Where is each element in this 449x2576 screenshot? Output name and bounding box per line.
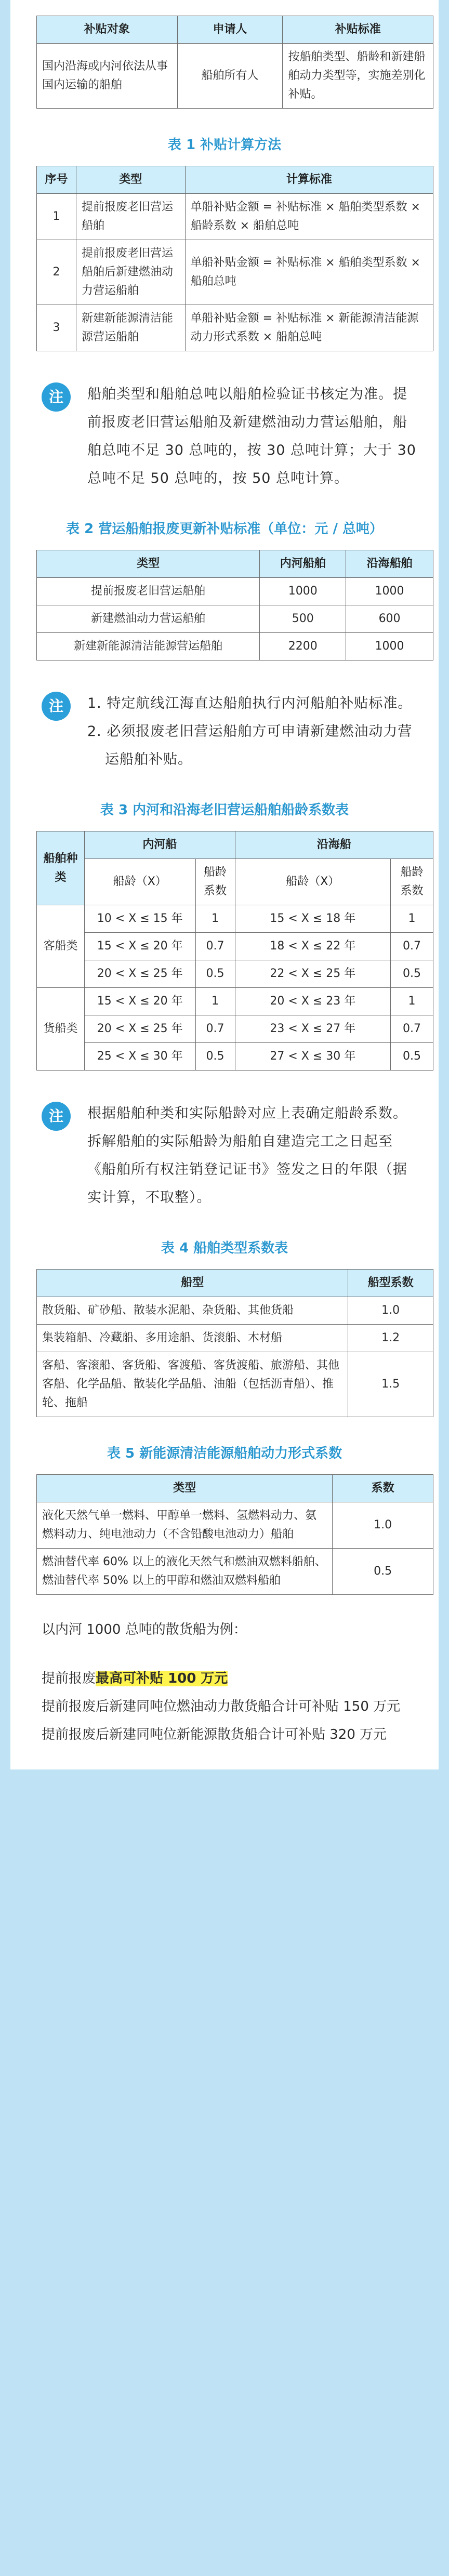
table-cell: 23 < X ≤ 27 年 [235,1015,391,1043]
note-icon: 注 [42,382,71,412]
table-cell: 提前报废老旧营运船舶 [76,194,185,240]
table-cell: 船舶所有人 [177,44,283,109]
table-cell: 0.5 [195,1043,235,1071]
table-cell: 国内沿海或内河依法从事国内运输的船舶 [37,44,178,109]
header-cell: 船龄（X） [235,859,391,905]
table-row [37,633,433,660]
table-cell: 500 [260,605,346,633]
example-section [10,1616,439,1749]
header-cell: 船龄（X） [84,859,195,905]
header-cell: 补贴标准 [283,16,433,44]
table3-title: 表 3 内河和沿海老旧营运船舶船龄系数表 [100,802,349,818]
header-cell: 类型 [37,1475,333,1502]
table-cell: 22 < X ≤ 25 年 [235,960,391,988]
table-cell: 单船补贴金额 = 补贴标准 × 新能源清洁能源动力形式系数 × 船舶总吨 [185,305,433,351]
table-row [37,605,433,633]
table-cell: 液化天然气单一燃料、甲醇单一燃料、氢燃料动力、氨燃料动力、纯电池动力（不含铅酸电池动力）船舶 [37,1502,333,1549]
table-cell: 新建燃油动力营运船舶 [37,605,260,633]
table-cell: 1000 [346,633,433,660]
table-cell: 单船补贴金额 = 补贴标准 × 船舶类型系数 × 船龄系数 × 船舶总吨 [185,194,433,240]
note-paragraph: 根据船舶种类和实际船龄对应上表确定船龄系数。拆解船舶的实际船龄为船舶自建造完工之日起至《船舶所有权注销登记证书》签发之日的年限（据实计算，不取整）。 [87,1105,407,1206]
table-cell: 1.0 [333,1502,433,1549]
table-cell: 10 < X ≤ 15 年 [84,905,195,933]
example-line-1 [42,1665,407,1693]
table-cell: 客船、客滚船、客货船、客渡船、客货渡船、旅游船、其他客船、化学品船、散装化学品船、油船（包括沥青船）、推轮、拖船 [37,1352,348,1417]
example-intro: 以内河 1000 总吨的散货船为例： [42,1622,247,1637]
table-row [37,988,433,1015]
header-cell: 申请人 [177,16,283,44]
header-cell: 船型系数 [348,1270,433,1297]
table-header-row [37,550,433,578]
table1-title: 表 1 补贴计算方法 [167,137,282,153]
header-cell: 沿海船 [235,831,433,859]
table-row [37,1549,433,1595]
table-cell: 1 [37,194,76,240]
header-cell: 类型 [37,550,260,578]
subsidy-overview-section [10,16,439,109]
header-cell: 计算标准 [185,166,433,194]
header-cell: 沿海船舶 [346,550,433,578]
table-row [37,1502,433,1549]
table-cell: 2200 [260,633,346,660]
table-cell: 3 [37,305,76,351]
note-2 [10,690,439,774]
note-text [87,690,418,774]
table-cell: 25 < X ≤ 30 年 [84,1043,195,1071]
table-cell: 提前报废老旧营运船舶 [37,578,260,605]
table-header-row [37,859,433,905]
table2-title: 表 2 营运船舶报废更新补贴标准（单位：元 / 总吨） [66,521,383,537]
table-row [37,905,433,933]
table-cell: 按船舶类型、船龄和新建船舶动力类型等，实施差别化补贴。 [283,44,433,109]
table-cell: 单船补贴金额 = 补贴标准 × 船舶类型系数 × 船舶总吨 [185,240,433,305]
table-cell: 27 < X ≤ 30 年 [235,1043,391,1071]
table3 [36,831,433,1071]
table-cell: 20 < X ≤ 25 年 [84,1015,195,1043]
table-cell: 客船类 [37,905,85,988]
table-cell: 600 [346,605,433,633]
table3-section [10,831,439,1071]
table-cell: 1000 [346,578,433,605]
table-cell: 20 < X ≤ 23 年 [235,988,391,1015]
table-cell: 1.0 [348,1297,433,1325]
table-cell: 15 < X ≤ 20 年 [84,988,195,1015]
table-header-row [37,831,433,859]
content-card [10,0,439,1769]
note-text [87,380,418,493]
table-cell: 0.7 [391,933,433,960]
table-header-row [37,16,433,44]
table4-section [10,1269,439,1417]
table-row [37,240,433,305]
table-cell: 新建新能源清洁能源营运船舶 [37,633,260,660]
note-paragraph: 船舶类型和船舶总吨以船舶检验证书核定为准。提前报废老旧营运船舶及新建燃油动力营运船舶，船舶总吨不足 30 总吨的，按 30 总吨计算；大于 30 总吨不足 50 总吨的，按 50 总吨计算。 [87,386,416,486]
table5-title: 表 5 新能源清洁能源船舶动力形式系数 [107,1446,342,1461]
note-icon: 注 [42,1102,71,1131]
note-item: 2. 必须报废老旧营运船舶方可申请新建燃油动力营运船舶补贴。 [87,723,413,768]
table-cell: 1 [391,905,433,933]
table4 [36,1269,433,1417]
table-row [37,1015,433,1043]
header-cell: 序号 [37,166,76,194]
table-cell: 0.5 [195,960,235,988]
table-header-row [37,1475,433,1502]
highlighted-amount: 最高可补贴 100 万元 [96,1671,228,1686]
table1-section [10,166,439,351]
note-item: 1. 特定航线江海直达船舶执行内河船舶补贴标准。 [87,695,413,711]
table-cell: 提前报废老旧营运船舶后新建燃油动力营运船舶 [76,240,185,305]
header-cell: 类型 [76,166,185,194]
table-cell: 20 < X ≤ 25 年 [84,960,195,988]
table5 [36,1474,433,1595]
table-header-row [37,166,433,194]
table1 [36,166,433,351]
table-cell: 0.7 [195,933,235,960]
note-1 [10,380,439,493]
header-cell: 船龄系数 [391,859,433,905]
table4-title: 表 4 船舶类型系数表 [161,1240,288,1256]
example-line-3: 提前报废后新建同吨位新能源散货船合计可补贴 320 万元 [42,1727,387,1742]
note-icon: 注 [42,692,71,721]
table-cell: 0.7 [391,1015,433,1043]
table-cell: 0.5 [391,960,433,988]
example-line-1-prefix: 提前报废 [42,1671,96,1686]
table-row [37,1043,433,1071]
table-cell: 新建新能源清洁能源营运船舶 [76,305,185,351]
header-cell: 船型 [37,1270,348,1297]
table-row [37,960,433,988]
table-cell: 集装箱船、冷藏船、多用途船、货滚船、木材船 [37,1325,348,1352]
header-cell: 补贴对象 [37,16,178,44]
table-row [37,578,433,605]
table-cell: 15 < X ≤ 20 年 [84,933,195,960]
example-line-2: 提前报废后新建同吨位燃油动力散货船合计可补贴 150 万元 [42,1699,401,1714]
table-cell: 1.2 [348,1325,433,1352]
header-cell: 船龄系数 [195,859,235,905]
table-row [37,305,433,351]
table-cell: 0.5 [391,1043,433,1071]
table-row [37,933,433,960]
table-row [37,194,433,240]
table-cell: 15 < X ≤ 18 年 [235,905,391,933]
table-cell: 2 [37,240,76,305]
table-row [37,1325,433,1352]
note-text [87,1100,418,1212]
table-row [37,44,433,109]
table-cell: 0.5 [333,1549,433,1595]
table-cell: 1 [195,905,235,933]
table-cell: 1000 [260,578,346,605]
table2 [36,550,433,660]
table-cell: 燃油替代率 60% 以上的液化天然气和燃油双燃料船舶、燃油替代率 50% 以上的甲醇和燃油双燃料船舶 [37,1549,333,1595]
subsidy-overview-table [36,16,433,109]
table5-section [10,1474,439,1595]
table-cell: 货船类 [37,988,85,1071]
table-row [37,1352,433,1417]
table-cell: 1.5 [348,1352,433,1417]
table-cell: 散货船、矿砂船、散装水泥船、杂货船、其他货船 [37,1297,348,1325]
table-cell: 0.7 [195,1015,235,1043]
header-cell: 内河船舶 [260,550,346,578]
bottom-band [0,1769,449,1792]
table-row [37,1297,433,1325]
header-cell: 船舶种类 [37,831,85,905]
table-cell: 18 < X ≤ 22 年 [235,933,391,960]
header-cell: 内河船 [84,831,235,859]
table-cell: 1 [391,988,433,1015]
table2-section [10,550,439,660]
table-header-row [37,1270,433,1297]
table-cell: 1 [195,988,235,1015]
header-cell: 系数 [333,1475,433,1502]
note-3 [10,1100,439,1212]
